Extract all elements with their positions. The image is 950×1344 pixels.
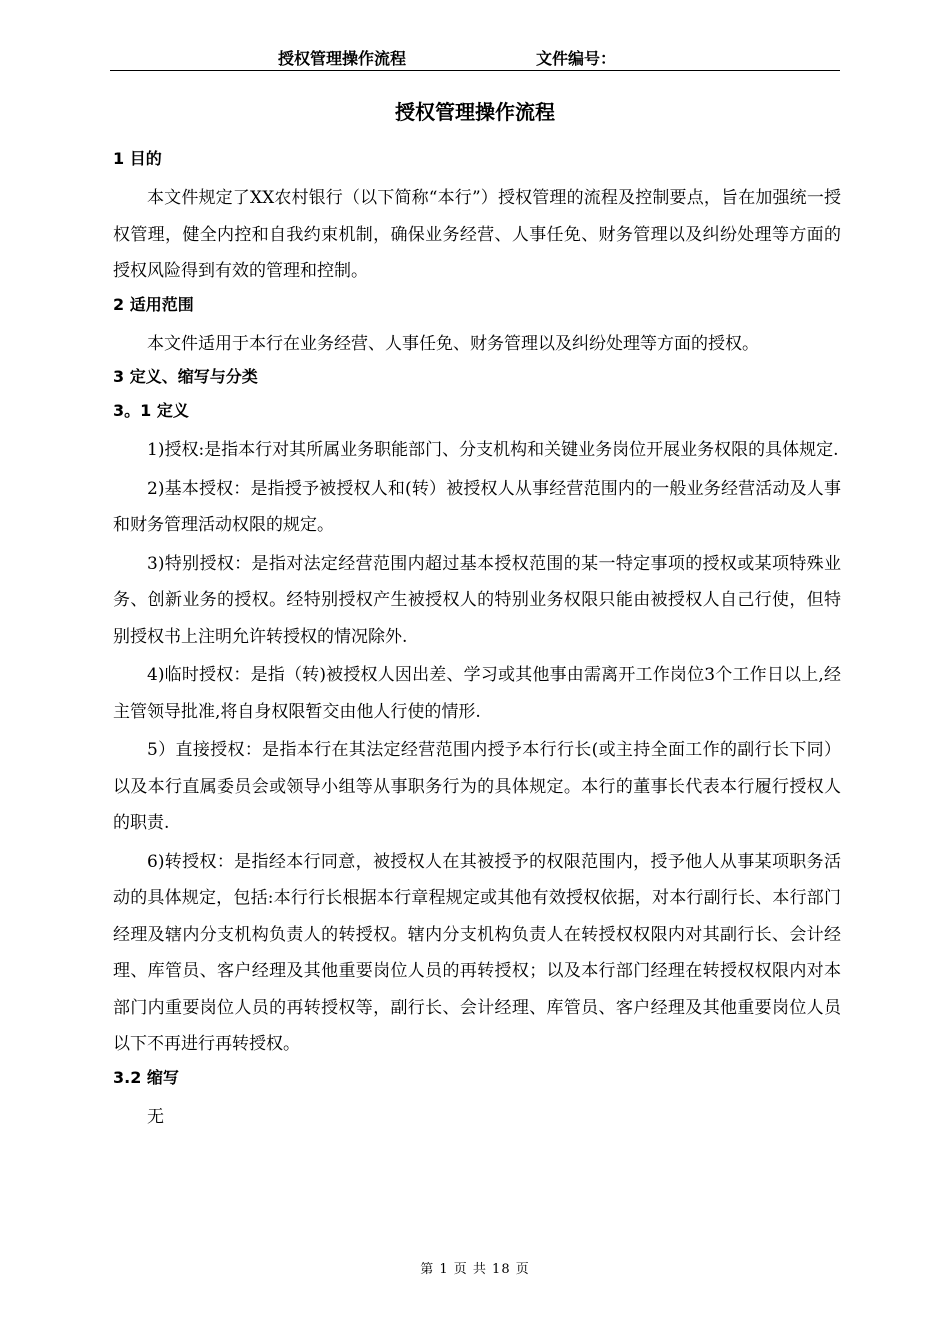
header-title: 授权管理操作流程 — [278, 49, 407, 68]
definition-1: 1)授权:是指本行对其所属业务职能部门、分支机构和关键业务岗位开展业务权限的具体规定. — [147, 440, 839, 460]
section-1-heading: 1 目的 — [113, 149, 162, 168]
header-doc-number-label: 文件编号： — [536, 49, 617, 68]
section-2-paragraph: 本文件适用于本行在业务经营、人事任免、财务管理以及纠纷处理等方面的授权。 — [147, 333, 759, 354]
document-body — [113, 146, 841, 1137]
section-3-heading: 3 定义、缩写与分类 — [113, 367, 258, 386]
document-title: 授权管理操作流程 — [395, 100, 555, 124]
section-3-1-heading: 3。1 定义 — [113, 401, 189, 420]
definition-2: 2)基本授权：是指授予被授权人和(转）被授权人从事经营范围内的一般业务经营活动及人事和财务管理活动权限的规定。 — [113, 478, 841, 535]
definition-3: 3)特别授权：是指对法定经营范围内超过基本授权范围的某一特定事项的授权或某项特殊业务、创新业务的授权。经特别授权产生被授权人的特别业务权限只能由被授权人自己行使，但特别授权书上注明允许转授权的情况除外. — [113, 553, 841, 647]
definition-4: 4)临时授权：是指（转)被授权人因出差、学习或其他事由需离开工作岗位3个工作日以上,经主管领导批准,将自身权限暂交由他人行使的情形. — [113, 665, 841, 722]
page-footer: 第 1 页 共 18 页 — [420, 1262, 530, 1277]
section-3-2-heading: 3.2 缩写 — [113, 1067, 179, 1087]
definition-5: 5）直接授权：是指本行在其法定经营范围内授予本行行长(或主持全面工作的副行长下同）以及本行直属委员会或领导小组等从事职务行为的具体规定。本行的董事长代表本行履行授权人的职责. — [113, 740, 841, 833]
section-3-2-paragraph: 无 — [147, 1106, 164, 1127]
running-header — [110, 44, 840, 71]
definition-6: 6)转授权：是指经本行同意，被授权人在其被授予的权限范围内，授予他人从事某项职务活动的具体规定，包括:本行行长根据本行章程规定或其他有效授权依据，对本行副行长、本行部门经理及辖内分支机构负责人的转授权。辖内分支机构负责人在转授权权限内对其副行长、会计经理、库管员、客户经理及其他重要岗位人员的再转授权；以及本行部门经理在转授权权限内对本部门内重要岗位人员的再转授权等，副行长、会计经理、库管员、客户经理及其他重要岗位人员以下不再进行再转授权。 — [113, 851, 841, 1054]
section-1-paragraph: 本文件规定了XX农村银行（以下简称“本行”）授权管理的流程及控制要点，旨在加强统一授权管理，健全内控和自我约束机制，确保业务经营、人事任免、财务管理以及纠纷处理等方面的授权风险得到有效的管理和控制。 — [113, 188, 841, 281]
section-2-heading: 2 适用范围 — [113, 294, 194, 314]
